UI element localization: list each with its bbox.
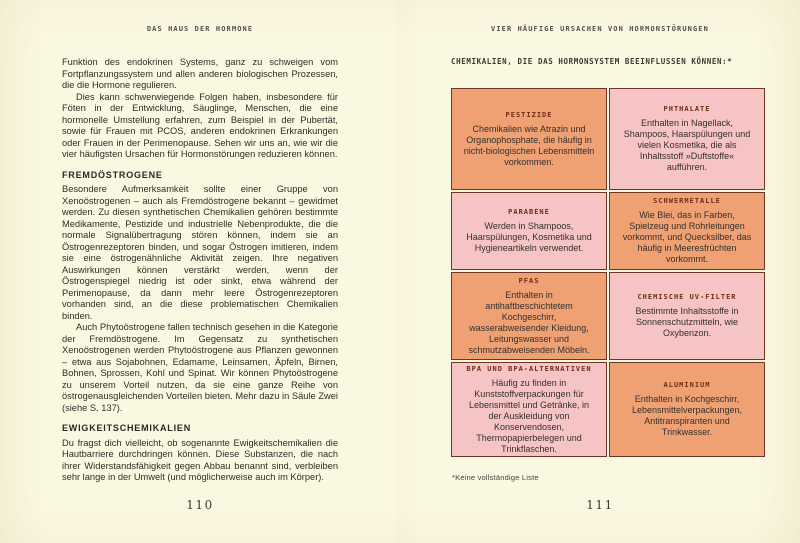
running-head-left: DAS HAUS DER HORMONE: [146, 25, 254, 33]
chem-cell-heading: CHEMISCHE UV-FILTER: [637, 293, 737, 301]
chem-cell-heading: ALUMINIUM: [663, 381, 711, 389]
chem-cell-heading: PHTHALATE: [663, 105, 711, 113]
chem-cell-heading: PFAS: [518, 276, 540, 285]
paragraph: Besondere Aufmerksamkeit sollte einer Gruppe von Xenoöstrogenen – auch als Fremdöstrogene bekannt – gewidmet werden. Zu diesen synthetischen Chemikalien gehören bestimmte Medikamente, Pestizide und industrielle Nebenprodukte, die die normale Signalübertragung stören können, indem sie an Östrogenrezeptoren binden, und sogar Östrogen imitieren, indem sie eine östrogenähnliche Aktivität zeigen. Ihre negativen Auswirkungen können verstärkt werden, wenn der Östrogenspiegel niedrig ist oder sinkt, etwa während der Perimenopause, da dann mehr leere Östrogenrezeptoren vorhanden sind, an die diese problematischen Chemikalien binden.: [62, 184, 338, 321]
chem-cell-bpa: [451, 362, 607, 457]
chem-cell-text: Enthalten in antihaftbeschichtetem Kochgeschirr, wasserabweisender Kleidung, Leitungswasser und schmutzabweisenden Möbeln.: [468, 289, 590, 355]
chem-cell-phthalate: [609, 88, 765, 190]
chem-cell-heading: BPA UND BPA-ALTERNATIVEN: [466, 364, 592, 373]
table-title: CHEMIKALIEN, DIE DAS HORMONSYSTEM BEEINFLUSSEN KÖNNEN:*: [451, 57, 733, 66]
section-heading-fremdoestrogene: FREMDÖSTROGENE: [62, 169, 163, 180]
chem-cell-pfas: [451, 272, 607, 360]
section-heading-ewigkeitschemikalien: EWIGKEITSCHEMIKALIEN: [62, 423, 192, 433]
paragraph: Auch Phytoöstrogene fallen technisch gesehen in die Kategorie der Fremdöstrogene. Im Gegensatz zu synthetischen Xenoöstrogenen werden Phytoöstrogene aus Pflanzen gewonnen – etwa aus Sojabohnen, Edamame, Leinsamen, Äpfeln, Birnen, Bohnen, Sprossen, Kohl und Spinat. Wir können Phytoöstrogene zu unserem Vorteil nutzen, da sie eine ganze Reihe von östrogenausgleichenden Vorteilen bieten. Mehr dazu in Säule Zwei (siehe S. 137).: [62, 322, 338, 413]
chem-cell-chemische-uv-filter: [609, 272, 765, 360]
footnote: *Keine vollständige Liste: [452, 473, 539, 482]
chem-cell-heading: SCHWERMETALLE: [653, 197, 721, 205]
chem-cell-text: Chemikalien wie Atrazin und Organophosphate, die häufig in nicht-biologischen Lebensmitteln vorkommen.: [463, 123, 595, 167]
body-text-column: [62, 57, 338, 484]
paragraph: Funktion des endokrinen Systems, ganz zu schweigen vom Fortpflanzungssystem und allen anderen biologischen Prozessen, die die Hormone regulieren.: [62, 57, 338, 90]
chem-cell-text: Bestimmte Inhaltsstoffe in Sonnenschutzmitteln, wie Oxybenzon.: [635, 306, 739, 338]
chem-cell-text: Häufig zu finden in Kunststoffverpackungen für Lebensmittel und Getränke, in der Auskleidung von Konservendosen, Thermopapierbelegen und Trinkflaschen.: [468, 377, 590, 454]
chem-cell-text: Werden in Shampoos, Haarspülungen, Kosmetika und Hygieneartikeln verwendet.: [466, 221, 592, 253]
paragraph: Du fragst dich vielleicht, ob sogenannte Ewigkeitschemikalien die Hautbarriere durchdringen können. Diese Substanzen, die nach ihrer Widerstandsfähigkeit gegen Abbau benannt sind, verbleiben sehr lange in der Umwelt (und möglicherweise auch im Körper).: [62, 437, 338, 482]
chem-cell-text: Enthalten in Kochgeschirr, Lebensmittelverpackungen, Antitranspiranten und Trinkwasser.: [631, 394, 743, 437]
running-head-right: VIER HÄUFIGE URSACHEN VON HORMONSTÖRUNGEN: [491, 25, 709, 33]
chem-cell-parabene: [451, 192, 607, 270]
chem-cell-schwermetalle: [609, 192, 765, 270]
chem-cell-pestizide: [451, 88, 607, 190]
chem-cell-text: Wie Blei, das in Farben, Spielzeug und Rohrleitungen vorkommt, und Quecksilber, das häufig in Meeresfrüchten vorkommt.: [622, 210, 752, 264]
page-number-right: 111: [586, 498, 614, 512]
chem-cell-heading: PARABENE: [508, 208, 550, 216]
chem-cell-aluminium: [609, 362, 765, 457]
paragraph: Dies kann schwerwiegende Folgen haben, insbesondere für Föten in der Entwicklung, Säuglinge, Menschen, die eine hormonelle Umstellung erfahren, zum Beispiel in der Pubertät, sowie für Frauen mit PCOS, anderen endokrinen Erkrankungen oder Frauen in der Perimenopause. Sehen wir uns an, wie wir die vier häufigsten Ursachen für Hormonstörungen reduzieren können.: [62, 91, 338, 159]
right-page: [400, 0, 800, 543]
page-number-left: 110: [186, 498, 214, 512]
chemicals-grid: [451, 88, 765, 457]
chem-cell-heading: PESTIZIDE: [505, 110, 553, 119]
chem-cell-text: Enthalten in Nagellack, Shampoos, Haarspülungen und vielen Kosmetika, die als Inhaltsstoff »Duftstoffe« aufführen.: [623, 118, 751, 172]
